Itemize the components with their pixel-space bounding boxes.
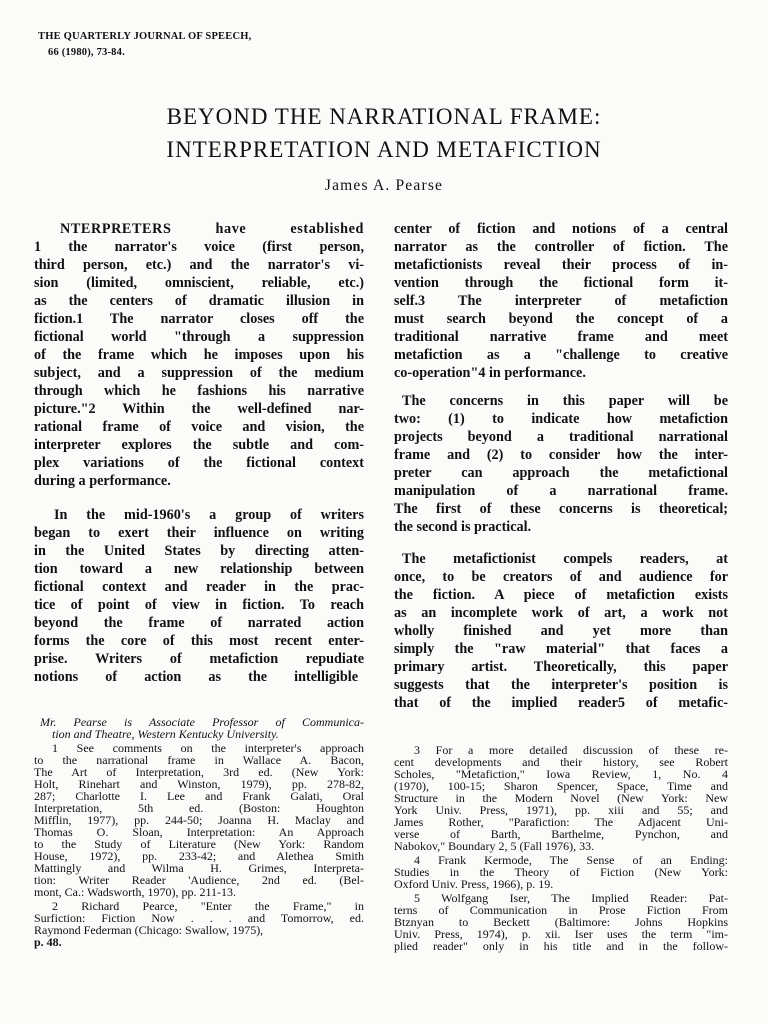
body-line: self.3 The interpreter of metafiction xyxy=(394,293,728,309)
body-line: forms the core of this most recent enter- xyxy=(34,633,364,649)
footnote-line: York Univ. Press, 1971), pp. xiii and 55; and xyxy=(394,803,728,817)
footnote-line: Holt, Rinehart and Winston, 1979), pp. 278-82, xyxy=(34,777,364,791)
footnote-line: Oxford Univ. Press, 1966), p. 19. xyxy=(394,877,554,891)
body-line: that of the implied reader5 of metafic- xyxy=(394,695,728,711)
body-line: center of fiction and notions of a central xyxy=(394,221,728,237)
footnote-line: 2 Richard Pearce, "Enter the Frame," in xyxy=(52,899,364,913)
footnote-line: (1970), 100-15; Sharon Spencer, Space, Time and xyxy=(394,779,728,793)
body-line: fictional context and reader in the prac- xyxy=(34,579,364,595)
body-line: simply the "raw material" that faces a xyxy=(394,641,728,657)
footnote-line: Thomas O. Sloan, Interpretation: An Approach xyxy=(34,825,364,839)
body-line: once, to be creators of and audience for xyxy=(394,569,728,585)
body-line: fiction.1 The narrator closes off the xyxy=(34,311,364,327)
footnote-line: Studies in the Theory of Fiction (New York: xyxy=(394,865,728,879)
body-line: as an incomplete work of art, a work not xyxy=(394,605,728,621)
body-line: picture."2 Within the well-defined nar- xyxy=(34,401,364,417)
body-line: rational frame of voice and vision, the xyxy=(34,419,364,435)
body-line: projects beyond a traditional narrational xyxy=(394,429,728,445)
body-line: interpreter explores the subtle and com- xyxy=(34,437,364,453)
footnote-line: tion: Writer Reader 'Audience, 2nd ed. (Bel- xyxy=(34,873,364,887)
body-line: traditional narrative frame and meet xyxy=(394,329,728,345)
body-line: prise. Writers of metafiction repudiate xyxy=(34,651,364,667)
footnote-line: Surfiction: Fiction Now . . . and Tomorrow, ed. xyxy=(34,911,364,925)
footnote-line: to the Study of Literature (New York: Random xyxy=(34,837,364,851)
journal-citation xyxy=(38,29,251,61)
footnote-line: 287; Charlotte I. Lee and Frank Galati, Oral xyxy=(34,789,364,803)
body-line: the second is practical. xyxy=(394,519,532,535)
citation-journal-name: THE QUARTERLY JOURNAL OF SPEECH, xyxy=(38,31,252,42)
body-line: subject, and a suppression of the medium xyxy=(34,365,364,381)
body-line: The concerns in this paper will be xyxy=(402,393,728,409)
body-line: preter can approach the metafictional xyxy=(394,465,728,481)
footnote-line: 4 Frank Kermode, The Sense of an Ending: xyxy=(414,853,728,867)
body-line: beyond the frame of narrated action xyxy=(34,615,364,631)
article-title-line-1: BEYOND THE NARRATIONAL FRAME: xyxy=(166,104,602,129)
footnote-line: Univ. Press, 1974), p. xii. Iser uses the term "im- xyxy=(394,927,728,941)
footnote-line: Structure in the Modern Novel (New York: New xyxy=(394,791,728,805)
body-line: manipulation of a narrational frame. xyxy=(394,483,728,499)
body-line: notions of action as the intelligible xyxy=(34,669,358,685)
body-line: during a performance. xyxy=(34,473,171,489)
footnote-line: plied reader" only in his title and in the follow- xyxy=(394,939,728,953)
footnote-line: 1 See comments on the interpreter's approach xyxy=(52,741,364,755)
citation-volume: 66 (1980), 73-84. xyxy=(48,47,125,58)
footnote-line: Btznyan to Beckett (Baltimore: Johns Hopkins xyxy=(394,915,728,929)
footnote-line: Interpretation, 5th ed. (Boston: Houghton xyxy=(34,801,364,815)
body-line: The metafictionist compels readers, at xyxy=(402,551,728,567)
body-line: tice of point of view in fiction. To reach xyxy=(34,597,364,613)
footnote-line: 5 Wolfgang Iser, The Implied Reader: Pat- xyxy=(414,891,728,905)
footnote-line: Mattingly and Wilma H. Grimes, Interpreta- xyxy=(34,861,364,875)
body-line: sion (limited, omniscient, reliable, etc.) xyxy=(34,275,364,291)
footnote-line: The Art of Interpretation, 3rd ed. (New York: xyxy=(34,765,364,779)
footnote-line: terns of Communication in Prose Fiction From xyxy=(394,903,728,917)
footnote-line: Nabokov," Boundary 2, 5 (Fall 1976), 33. xyxy=(394,839,595,853)
body-line: fictional world "through a suppression xyxy=(34,329,364,345)
body-line: must search beyond the concept of a xyxy=(394,311,728,327)
body-line: narrator as the controller of fiction. The xyxy=(394,239,728,255)
body-line: of the frame which he imposes upon his xyxy=(34,347,364,363)
footnote-line: p. 48. xyxy=(34,935,62,949)
footnote-line: mont, Ca.: Wadsworth, 1970), pp. 211-13. xyxy=(34,885,237,899)
body-line: metafiction as a "challenge to creative xyxy=(394,347,728,363)
footnote-line: cent developments and their history, see Robert xyxy=(394,755,728,769)
footnote-line: House, 1972), pp. 233-42; and Alethea Smith xyxy=(34,849,364,863)
footnote-line: 3 For a more detailed discussion of these re- xyxy=(414,743,728,757)
body-line: as the centers of dramatic illusion in xyxy=(34,293,364,309)
body-line: through which he fashions his narrative xyxy=(34,383,364,399)
footnote-line: Raymond Federman (Chicago: Swallow, 1975), xyxy=(34,923,264,937)
article-title-line-2: INTERPRETATION AND METAFICTION xyxy=(166,137,602,162)
body-line: primary artist. Theoretically, this paper xyxy=(394,659,728,675)
body-line: tion toward a new relationship between xyxy=(34,561,364,577)
body-line: suggests that the interpreter's position is xyxy=(394,677,728,693)
body-line: In the mid-1960's a group of writers xyxy=(54,507,364,523)
body-line: 1 the narrator's voice (first person, xyxy=(34,239,364,255)
footnote-line: Scholes, "Metafiction," Iowa Review, 1, No. 4 xyxy=(394,767,728,781)
footnote-line: James Rother, "Parafiction: The Adjacent Uni- xyxy=(394,815,728,829)
body-line: plex variations of the fictional context xyxy=(34,455,364,471)
article-author: James A. Pearse xyxy=(324,177,444,194)
body-line: The first of these concerns is theoretical; xyxy=(394,501,728,517)
body-line: metafictionists reveal their process of in- xyxy=(394,257,728,273)
body-line: in the United States by directing atten- xyxy=(34,543,364,559)
body-line: two: (1) to indicate how metafiction xyxy=(394,411,728,427)
footnote-line: Mifflin, 1977), pp. 244-50; Joanna H. Maclay and xyxy=(34,813,364,827)
body-line: the fiction. A piece of metafiction exists xyxy=(394,587,728,603)
body-line: co-operation"4 in performance. xyxy=(394,365,586,381)
body-line: wholly finished and yet more than xyxy=(394,623,728,639)
author-affiliation-note: tion and Theatre, Western Kentucky University. xyxy=(52,727,279,741)
body-line: began to exert their influence on writing xyxy=(34,525,364,541)
body-line: NTERPRETERS have established xyxy=(60,221,364,237)
footnote-line: to the narrational frame in Wallace A. Bacon, xyxy=(34,753,364,767)
body-line: frame and (2) to consider how the inter- xyxy=(394,447,728,463)
author-affiliation-note: Mr. Pearse is Associate Professor of Communica- xyxy=(40,715,364,729)
body-line: vention through the fictional form it- xyxy=(394,275,728,291)
footnote-line: verse of Barth, Barthelme, Pynchon, and xyxy=(394,827,728,841)
body-line: third person, etc.) and the narrator's vi- xyxy=(34,257,364,273)
